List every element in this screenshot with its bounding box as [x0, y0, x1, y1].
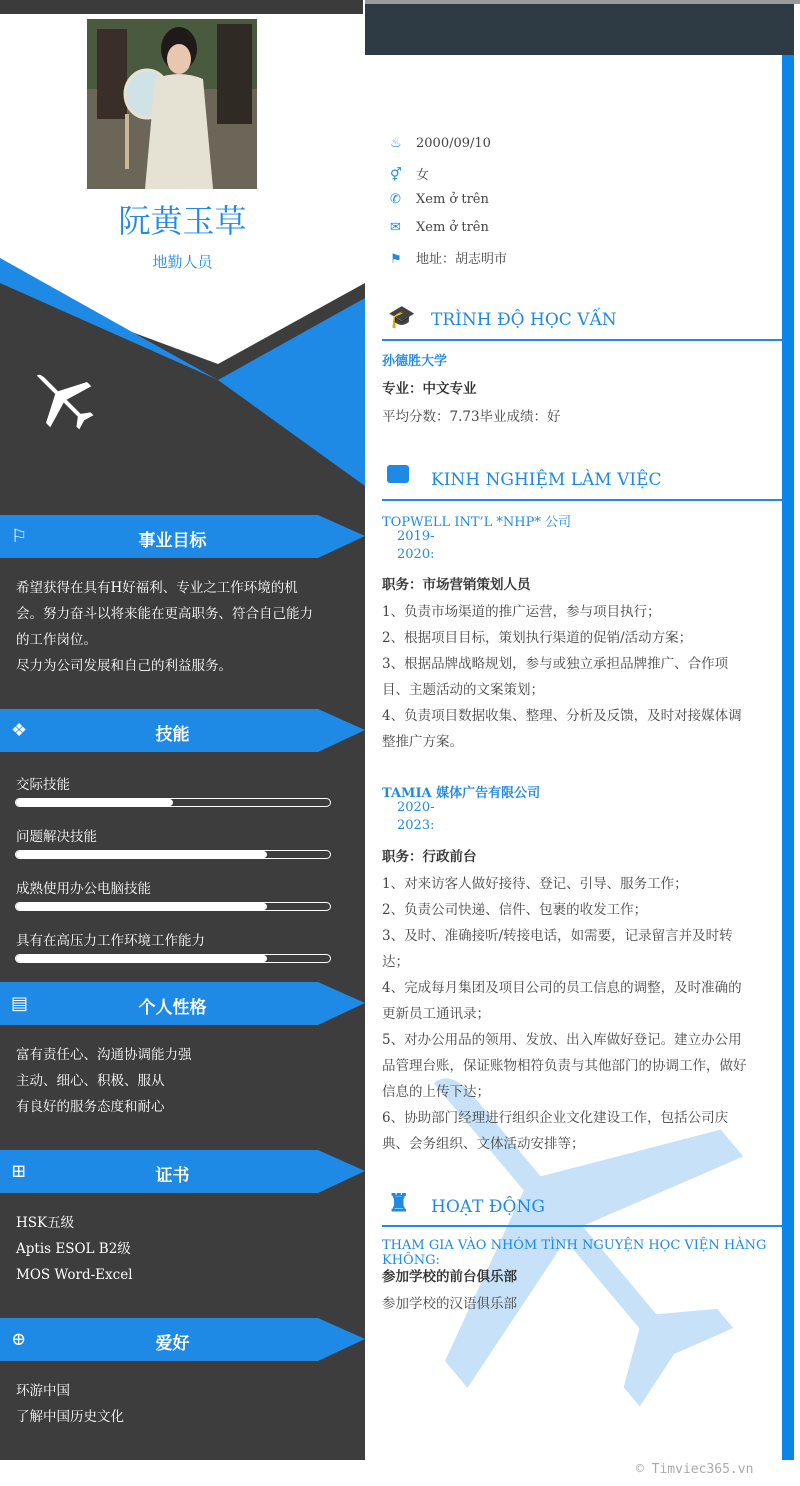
certificate-line: MOS Word-Excel — [16, 1267, 133, 1283]
job-position: 职务：市场营销策划人员 — [382, 577, 531, 593]
experience-title: KINH NGHIỆM LÀM VIỆC — [431, 470, 662, 490]
personality-line: 富有责任心、沟通协调能力强 — [16, 1047, 192, 1063]
job-to: 2020: — [397, 547, 435, 562]
certificates-title: 证书 — [155, 1166, 190, 1186]
left-top-bar — [0, 0, 363, 14]
education-major: 专业：中文专业 — [382, 381, 477, 397]
right-header-bar — [365, 0, 794, 55]
job-duty-line: 4、完成每月集团及项目公司的员工信息的调整，及时准确的 — [382, 980, 742, 996]
job-duty-line: 3、及时、准确接听/转接电话，如需要，记录留言并及时转 — [382, 928, 733, 944]
hobby-line: 环游中国 — [16, 1383, 70, 1399]
profile-name: 阮黄玉草 — [118, 202, 247, 240]
gamepad-icon: ⊕ — [11, 1329, 27, 1350]
job-company: TOPWELL INT’L *NHP* 公司 — [382, 515, 571, 530]
briefcase-icon — [387, 465, 409, 483]
job-duties — [382, 871, 767, 1157]
info-gender: ⚥ 女 — [390, 168, 430, 183]
hobby-line: 了解中国历史文化 — [16, 1409, 124, 1425]
job-duty-line: 3、根据品牌战略规划，参与或独立承担品牌推广、合作项 — [382, 656, 729, 672]
skill-label: 具有在高压力工作环境工作能力 — [16, 933, 205, 949]
job-duty-line: 1、负责市场渠道的推广运营，参与项目执行； — [382, 604, 661, 620]
job-duty-line: 5、对办公用品的领用、发放、出入库做好登记。建立办公用 — [382, 1032, 742, 1048]
job-duty-line: 品管理台账，保证账物相符负责与其他部门的协调工作，做好 — [382, 1058, 747, 1074]
career-line: 尽力为公司发展和自己的利益服务。 — [16, 658, 232, 674]
profile-photo — [87, 19, 257, 189]
skill-label: 成熟使用办公电脑技能 — [16, 881, 151, 897]
airplane-icon — [28, 362, 98, 437]
skill-label: 交际技能 — [16, 777, 70, 793]
career-text — [16, 575, 336, 679]
gift-icon: ⊞ — [11, 1161, 27, 1182]
job-from: 2019- — [397, 529, 435, 544]
career-line: 会。努力奋斗以将来能在更高职务、符合自己能力 — [16, 606, 313, 622]
graduation-cap-icon: 🎓 — [388, 305, 416, 330]
job-to: 2023: — [397, 818, 435, 833]
skill-bar-fill — [16, 799, 173, 806]
cubes-icon: ❖ — [11, 720, 28, 741]
job-duty-line: 2、负责公司快递、信件、包裹的收发工作； — [382, 902, 648, 918]
info-address: ⚑ 地址：胡志明市 — [390, 252, 508, 267]
education-title: TRÌNH ĐỘ HỌC VẤN — [431, 310, 617, 330]
skill-bar — [15, 954, 331, 963]
job-duty-line: 2、根据项目目标，策划执行渠道的促销/活动方案； — [382, 630, 693, 646]
email-icon: ✉ — [390, 220, 401, 235]
activities-group: THAM GIA VÀO NHÓM TÌNH NGUYỆN HỌC VIỆN HÀNG KHÔNG: — [382, 1238, 767, 1268]
certificate-line: Aptis ESOL B2级 — [16, 1241, 131, 1257]
job-duty-line: 达； — [382, 954, 409, 970]
document-icon: ▤ — [11, 993, 29, 1014]
phone-icon: ✆ — [390, 192, 401, 207]
certificates-text — [16, 1210, 336, 1288]
skill-bar-fill — [16, 955, 267, 962]
skill-bar-fill — [16, 851, 267, 858]
job-company: TAMIA 媒体广告有限公司 — [382, 786, 541, 801]
education-gpa: 平均分数：7.73毕业成绩：好 — [382, 409, 561, 425]
info-email: ✉ Xem ở trên — [390, 220, 489, 235]
skills-title: 技能 — [155, 725, 190, 745]
job-duty-line: 目、主题活动的文案策划； — [382, 682, 544, 698]
job-from: 2020- — [397, 800, 435, 815]
gender-icon: ⚥ — [390, 168, 402, 183]
skill-bar — [15, 798, 331, 807]
hobbies-text — [16, 1378, 336, 1430]
job-duty-line: 信息的上传下达； — [382, 1084, 490, 1100]
activities-title: HOẠT ĐỘNG — [431, 1197, 545, 1217]
job-duty-line: 4、负责项目数据收集、整理、分析及反馈，及时对接媒体调 — [382, 708, 742, 724]
person-icon: ♜ — [388, 1188, 410, 1217]
footer-watermark: © Timviec365.vn — [636, 1462, 754, 1477]
info-phone: ✆ Xem ở trên — [390, 192, 489, 207]
career-title: 事业目标 — [138, 531, 207, 551]
personality-text — [16, 1042, 336, 1120]
personality-line: 有良好的服务态度和耐心 — [16, 1099, 165, 1115]
profile-photo-illustration — [87, 19, 257, 189]
career-line: 希望获得在具有H好福利、专业之工作环境的机 — [16, 580, 298, 596]
flag-icon: ⚐ — [11, 526, 28, 547]
job-duty-line: 典、会务组织、文体活动安排等； — [382, 1136, 585, 1152]
job-duty-line: 更新员工通讯录； — [382, 1006, 490, 1022]
education-school: 孙德胜大学 — [382, 354, 448, 369]
activities-bold: 参加学校的前台俱乐部 — [382, 1269, 517, 1285]
skill-bar — [15, 902, 331, 911]
skill-bar — [15, 850, 331, 859]
certificate-line: HSK五级 — [16, 1215, 75, 1231]
job-position: 职务：行政前台 — [382, 849, 477, 865]
personality-title: 个人性格 — [138, 998, 207, 1018]
address-icon: ⚑ — [390, 252, 402, 267]
personality-line: 主动、细心、积极、服从 — [16, 1073, 165, 1089]
job-duty-line: 整推广方案。 — [382, 734, 463, 750]
career-line: 的工作岗位。 — [16, 632, 97, 648]
skill-bar-fill — [16, 903, 267, 910]
activities-line: 参加学校的汉语俱乐部 — [382, 1296, 517, 1312]
birthday-cake-icon: ♨ — [390, 136, 402, 151]
job-duty-line: 1、对来访客人做好接待、登记、引导、服务工作； — [382, 876, 688, 892]
job-duty-line: 6、协助部门经理进行组织企业文化建设工作，包括公司庆 — [382, 1110, 729, 1126]
job-duties — [382, 599, 767, 755]
profile-role: 地勤人员 — [152, 253, 213, 271]
info-birthday: ♨ 2000/09/10 — [390, 136, 491, 151]
right-top-line — [365, 0, 800, 4]
skill-label: 问题解决技能 — [16, 829, 97, 845]
hobbies-title: 爱好 — [155, 1334, 190, 1354]
